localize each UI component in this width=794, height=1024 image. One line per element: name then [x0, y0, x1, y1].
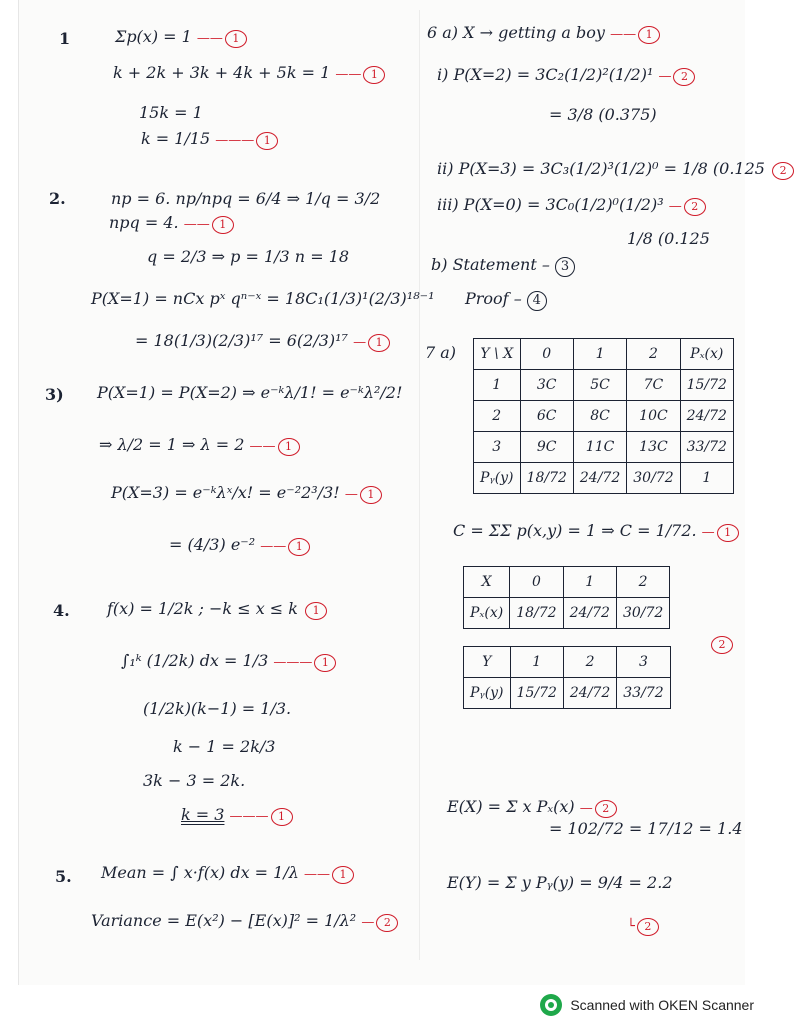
table-row: Y \ X 0 1 2 Pₓ(x): [474, 339, 734, 370]
table-row: Pᵧ(y) 15/72 24/72 33/72: [464, 678, 671, 709]
q4-line3: (1/2k)(k−1) = 1/3.: [143, 699, 292, 718]
table-row: 2 6C 8C 10C 24/72: [474, 401, 734, 432]
column-divider: [419, 10, 420, 960]
oken-logo-icon: [540, 994, 562, 1016]
table-row: Y 1 2 3: [464, 647, 671, 678]
q6-line6: 1/8 (0.125: [627, 229, 710, 248]
answer-sheet: [18, 0, 787, 985]
q2-line2: npq = 4. —— 1: [109, 214, 234, 234]
q2-line4: P(X=1) = nCx pˣ qⁿ⁻ˣ = 18C₁(1/3)¹(2/3)¹⁸⁻¹: [91, 289, 435, 308]
q3-number: 3): [45, 385, 64, 404]
q4-line5: 3k − 3 = 2k.: [143, 771, 246, 790]
q2-number: 2.: [49, 189, 66, 208]
q3-line2: ⇒ λ/2 = 1 ⇒ λ = 2 —— 1: [99, 436, 300, 456]
q1-number: 1: [59, 29, 71, 48]
table-row: 1 3C 5C 7C 15/72: [474, 370, 734, 401]
q4-line6: k = 3 ——— 1: [181, 806, 293, 826]
q1-line3: 15k = 1: [139, 103, 203, 122]
scanner-footer: [540, 994, 754, 1016]
q6-proof: Proof – 4: [465, 290, 547, 311]
q2-line1: np = 6. np/npq = 6/4 ⇒ 1/q = 3/2: [111, 189, 381, 208]
q6-line3: = 3/8 (0.375): [549, 105, 657, 124]
footer-text: Scanned with OKEN Scanner: [570, 997, 754, 1013]
tables-mark: 2: [709, 636, 733, 654]
table-row: Pᵧ(y) 18/72 24/72 30/72 1: [474, 463, 734, 494]
q4-number: 4.: [53, 601, 70, 620]
q4-line4: k − 1 = 2k/3: [173, 737, 276, 756]
q1-line1: Σp(x) = 1 —— 1: [115, 28, 247, 48]
marginal-y-table: [463, 646, 671, 709]
ex-line: E(X) = Σ x Pₓ(x) — 2: [447, 798, 617, 818]
joint-distribution-table: [473, 338, 734, 494]
q6-statement: b) Statement – 3: [431, 256, 575, 277]
q1-line2: k + 2k + 3k + 4k + 5k = 1 —— 1: [113, 64, 385, 84]
q1-line4: k = 1/15 ——— 1: [141, 130, 278, 150]
q4-line2: ∫₁ᵏ (1/2k) dx = 1/3 ——— 1: [121, 652, 336, 672]
mark-badge: 1: [225, 30, 247, 48]
q5-line2: Variance = E(x²) − [E(x)]² = 1/λ² — 2: [91, 912, 398, 932]
q3-line4: = (4/3) e⁻² —— 1: [169, 536, 310, 556]
ey-line: E(Y) = Σ y Pᵧ(y) = 9/4 = 2.2: [447, 873, 673, 892]
q3-line1: P(X=1) = P(X=2) ⇒ e⁻ᵏλ/1! = e⁻ᵏλ²/2!: [97, 383, 403, 402]
table-row: 3 9C 11C 13C 33/72: [474, 432, 734, 463]
ex-result: = 102/72 = 17/12 = 1.4: [549, 819, 743, 838]
q3-line3: P(X=3) = e⁻ᵏλˣ/x! = e⁻²2³/3! — 1: [111, 484, 382, 504]
q5-line1: Mean = ∫ x·f(x) dx = 1/λ —— 1: [101, 864, 354, 884]
q7-label: 7 a): [425, 343, 457, 362]
q6-line5: iii) P(X=0) = 3C₀(1/2)⁰(1/2)³ — 2: [437, 196, 706, 216]
c-line: C = ΣΣ p(x,y) = 1 ⇒ C = 1/72. — 1: [453, 522, 739, 542]
table-row: Pₓ(x) 18/72 24/72 30/72: [464, 598, 670, 629]
marginal-x-table: [463, 566, 670, 629]
ey-mark: └ 2: [627, 918, 659, 936]
q2-line5: = 18(1/3)(2/3)¹⁷ = 6(2/3)¹⁷ — 1: [135, 332, 390, 352]
q6-line1: 6 a) X → getting a boy —— 1: [427, 24, 660, 44]
q5-number: 5.: [55, 867, 72, 886]
q6-line2: i) P(X=2) = 3C₂(1/2)²(1/2)¹ — 2: [437, 66, 695, 86]
q2-line3: q = 2/3 ⇒ p = 1/3 n = 18: [147, 247, 350, 266]
q6-line4: ii) P(X=3) = 3C₃(1/2)³(1/2)⁰ = 1/8 (0.125 2: [437, 160, 794, 180]
table-row: X 0 1 2: [464, 567, 670, 598]
q4-line1: f(x) = 1/2k ; −k ≤ x ≤ k 1: [107, 600, 327, 620]
